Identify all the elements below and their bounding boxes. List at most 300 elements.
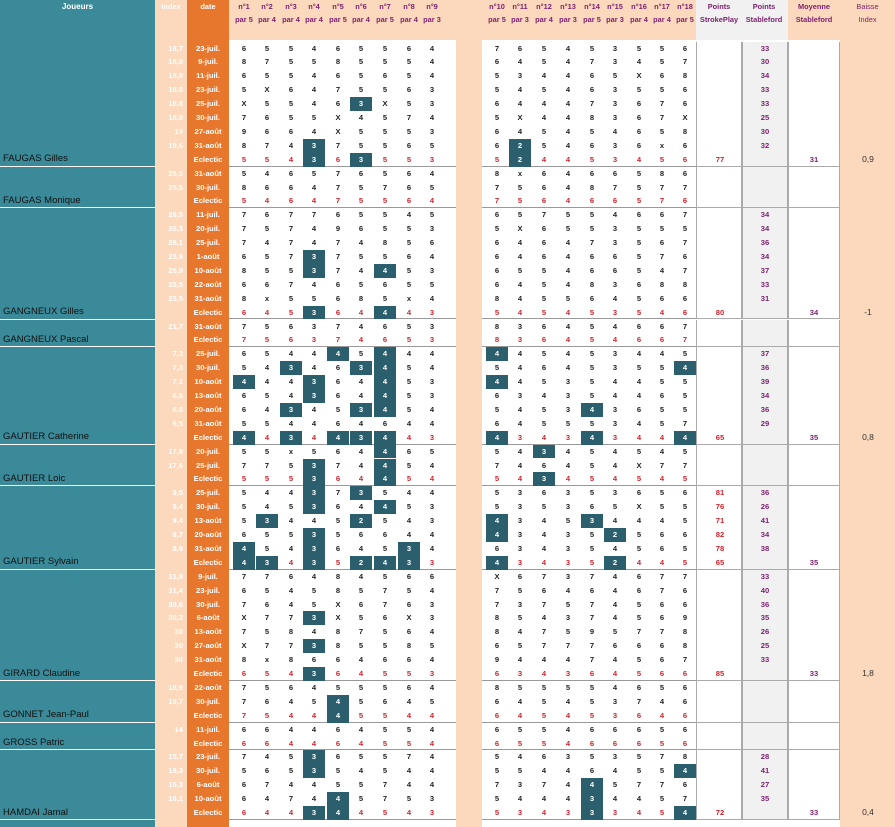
score-cell: 4 — [565, 794, 571, 804]
score-cell: 5 — [494, 488, 500, 498]
player-name[interactable]: HAMDAI Jamal — [3, 806, 68, 818]
score-cell: 4 — [358, 738, 364, 748]
score-cell: 6 — [288, 335, 294, 345]
score-cell: 6 — [636, 724, 642, 734]
score-cell: 3 — [429, 516, 435, 526]
par-label-5: par 5 — [329, 15, 347, 24]
header-index: Index — [161, 2, 181, 11]
score-cell: 7 — [264, 613, 270, 623]
group-bg-ms — [788, 445, 840, 487]
score-cell: 7 — [682, 321, 688, 331]
score-cell: 4 — [674, 764, 696, 778]
score-cell: 5 — [311, 293, 317, 303]
score-cell: 6 — [335, 99, 341, 109]
score-cell: 6 — [241, 252, 247, 261]
score-cell: 7 — [335, 265, 341, 275]
index-cell: 21,7 — [168, 321, 183, 331]
score-cell: 3 — [303, 556, 325, 570]
score-cell: 6 — [636, 488, 642, 498]
points-stableford: 34 — [760, 391, 770, 400]
score-cell: 6 — [682, 168, 688, 178]
score-cell: 3 — [565, 752, 571, 762]
index-cell: 25,5 — [168, 293, 183, 303]
score-cell: 6 — [636, 738, 642, 748]
hole-label-10: n°10 — [489, 2, 505, 11]
score-cell: 5 — [288, 71, 294, 81]
player-name[interactable]: GONNET Jean-Paul — [3, 709, 89, 721]
score-cell: 7 — [494, 599, 500, 609]
hole-label-14: n°14 — [584, 2, 600, 11]
header-sf1: Points — [752, 2, 776, 11]
score-cell: 6 — [406, 627, 412, 637]
score-cell: 6 — [335, 154, 341, 164]
index-cell: 7,3 — [172, 363, 183, 373]
score-cell: X — [494, 571, 500, 581]
points-stableford: 38 — [760, 543, 770, 553]
index-cell: 25,5 — [168, 182, 183, 192]
score-cell: 6 — [406, 446, 412, 456]
group-bg-sf — [742, 681, 788, 723]
index-cell: 8,7 — [172, 530, 183, 539]
score-cell: 6 — [335, 752, 341, 762]
score-cell: 6 — [659, 293, 665, 303]
score-cell: 5 — [264, 321, 270, 331]
date-cell: Eclectic — [193, 808, 223, 817]
score-cell: 5 — [541, 140, 547, 150]
score-cell: 3 — [565, 404, 571, 414]
score-cell: 7 — [659, 585, 665, 595]
score-cell: 8 — [382, 238, 388, 248]
points-stableford: 40 — [760, 585, 770, 595]
score-cell: 4 — [541, 530, 547, 539]
score-cell: 4 — [636, 418, 642, 428]
index-cell: 8,9 — [172, 543, 183, 553]
player-name[interactable]: GAUTIER Sylvain — [3, 556, 79, 568]
score-cell: 5 — [636, 613, 642, 623]
player-name[interactable]: GANGNEUX Pascal — [3, 333, 89, 345]
points-strokeplay: 76 — [715, 502, 725, 512]
score-cell: 6 — [541, 488, 547, 498]
score-cell: 7 — [288, 252, 294, 261]
score-cell: 4 — [374, 347, 396, 361]
score-cell: 5 — [241, 363, 247, 373]
score-cell: 4 — [233, 375, 255, 389]
score-cell: 6 — [589, 738, 595, 748]
hole-label-7: n°7 — [379, 2, 391, 11]
score-cell: 4 — [565, 766, 571, 776]
score-cell: 8 — [494, 293, 500, 303]
score-cell: 6 — [612, 265, 618, 275]
score-cell: 6 — [494, 710, 500, 720]
score-cell: 4 — [541, 71, 547, 81]
date-cell: 31-août — [194, 543, 222, 553]
score-cell: 3 — [517, 502, 523, 512]
score-cell: 5 — [682, 474, 688, 484]
score-cell: 4 — [517, 794, 523, 804]
points-stableford: 31 — [760, 293, 770, 303]
score-cell: 5 — [682, 516, 688, 526]
score-cell: 7 — [612, 182, 618, 192]
score-cell: 6 — [589, 293, 595, 303]
score-cell: 7 — [241, 335, 247, 345]
date-cell: 20-juil. — [195, 446, 221, 456]
index-cell: 9,5 — [172, 488, 183, 498]
player-name[interactable]: GAUTIER Loic — [3, 472, 66, 484]
score-cell: 4 — [565, 140, 571, 150]
score-cell: 6 — [682, 530, 688, 539]
score-cell: 6 — [636, 126, 642, 136]
score-cell: 9 — [241, 126, 247, 136]
group-bg-sp — [696, 320, 742, 348]
score-cell: 7 — [335, 140, 341, 150]
score-cell: 6 — [659, 599, 665, 609]
score-cell: 4 — [288, 585, 294, 595]
score-cell: 6 — [659, 335, 665, 345]
score-cell: 7 — [335, 85, 341, 95]
score-cell: 4 — [288, 808, 294, 817]
score-cell: X — [406, 613, 412, 623]
score-cell: 5 — [517, 182, 523, 192]
date-cell: 22-août — [194, 279, 222, 289]
score-cell: 5 — [382, 641, 388, 651]
index-cell: 30 — [174, 627, 183, 637]
score-cell: 8 — [589, 113, 595, 122]
date-cell: 25-juil. — [195, 349, 221, 359]
score-cell: 6 — [335, 363, 341, 373]
score-cell: 4 — [517, 627, 523, 637]
score-cell: 8 — [288, 627, 294, 637]
score-cell: 5 — [589, 154, 595, 164]
score-cell: 4 — [517, 293, 523, 303]
group-bg-sf — [742, 167, 788, 209]
index-cell: 18,8 — [168, 57, 183, 67]
score-cell: 8 — [682, 126, 688, 136]
score-cell: 5 — [288, 474, 294, 484]
score-cell: 5 — [517, 724, 523, 734]
score-cell: 5 — [565, 224, 571, 234]
score-cell: 6 — [494, 543, 500, 553]
score-cell: 3 — [429, 669, 435, 678]
group-bg-sp — [696, 570, 742, 681]
score-cell: 5 — [382, 196, 388, 206]
score-cell: 4 — [565, 168, 571, 178]
player-name[interactable]: GIRARD Claudine — [3, 667, 81, 679]
score-cell: 6 — [429, 238, 435, 248]
score-cell: 5 — [636, 85, 642, 95]
score-cell: 4 — [374, 459, 396, 473]
score-cell: 6 — [659, 391, 665, 400]
score-cell: 6 — [335, 474, 341, 484]
score-cell: 7 — [241, 460, 247, 470]
header-joueurs: Joueurs — [61, 2, 94, 11]
score-cell: 6 — [335, 377, 341, 387]
score-cell: 4 — [565, 238, 571, 248]
score-cell: 4 — [541, 154, 547, 164]
score-cell: 7 — [589, 57, 595, 67]
score-cell: 5 — [659, 794, 665, 804]
score-cell: 4 — [581, 778, 603, 792]
score-cell: 7 — [494, 182, 500, 192]
score-cell: 4 — [612, 474, 618, 484]
score-cell: 6 — [659, 641, 665, 651]
score-cell: 5 — [636, 196, 642, 206]
score-cell: 5 — [589, 710, 595, 720]
score-cell: 4 — [374, 306, 396, 320]
date-cell: 10-août — [194, 794, 222, 804]
points-stableford: 25 — [760, 641, 770, 651]
index-cell: 18,8 — [168, 71, 183, 81]
score-cell: 6 — [541, 460, 547, 470]
score-cell: 6 — [406, 571, 412, 581]
score-cell: 5 — [358, 182, 364, 192]
score-cell: 4 — [612, 321, 618, 331]
date-cell: 11-juil. — [196, 724, 220, 734]
score-cell: 6 — [589, 669, 595, 678]
score-cell: 5 — [429, 279, 435, 289]
score-cell: 3 — [517, 71, 523, 81]
player-name[interactable]: GAUTIER Catherine — [3, 431, 90, 443]
score-cell: 6 — [494, 265, 500, 275]
score-cell: 5 — [659, 808, 665, 817]
score-cell: 4 — [429, 252, 435, 261]
points-stableford: 33 — [760, 571, 770, 581]
score-cell: 7 — [682, 57, 688, 67]
header-bi2: Index — [858, 15, 877, 24]
score-cell: 6 — [335, 210, 341, 220]
date-cell: Eclectic — [193, 669, 223, 678]
score-cell: 5 — [636, 543, 642, 553]
group-bg-ms — [788, 167, 840, 209]
index-cell: 19,6 — [168, 140, 183, 150]
score-cell: 5 — [494, 794, 500, 804]
header-date: date — [200, 2, 216, 11]
score-cell: 3 — [303, 389, 325, 403]
score-cell: 4 — [374, 500, 396, 514]
score-cell: 5 — [589, 474, 595, 484]
score-cell: 7 — [589, 238, 595, 248]
score-cell: 5 — [494, 404, 500, 414]
score-cell: 5 — [382, 710, 388, 720]
score-cell: 4 — [659, 696, 665, 706]
score-cell: 5 — [264, 530, 270, 539]
score-cell: 5 — [682, 391, 688, 400]
date-cell: 31-août — [194, 168, 222, 178]
par-label-10: par 5 — [488, 15, 506, 24]
score-cell: 4 — [406, 488, 412, 498]
score-cell: 4 — [358, 265, 364, 275]
score-cell: 7 — [682, 335, 688, 345]
score-cell: 5 — [636, 655, 642, 665]
score-cell: 6 — [288, 85, 294, 95]
player-name[interactable]: GANGNEUX Gilles — [3, 306, 84, 318]
index-cell: 30,3 — [168, 613, 183, 623]
index-cell: 19,7 — [168, 696, 183, 706]
score-cell: 6 — [682, 696, 688, 706]
score-cell: 8 — [335, 571, 341, 581]
date-cell: 23-juil. — [195, 43, 221, 53]
score-cell: 5 — [264, 585, 270, 595]
score-cell: 4 — [429, 43, 435, 53]
score-cell: 6 — [494, 738, 500, 748]
score-cell: 4 — [311, 224, 317, 234]
score-cell: 5 — [358, 794, 364, 804]
score-cell: 4 — [541, 113, 547, 122]
score-cell: 4 — [517, 57, 523, 67]
score-cell: 6 — [612, 168, 618, 178]
player-name[interactable]: FAUGAS Gilles — [3, 153, 68, 165]
score-cell: 6 — [264, 279, 270, 289]
score-cell: 5 — [589, 418, 595, 428]
score-cell: 6 — [541, 224, 547, 234]
player-name[interactable]: GROSS Patric — [3, 737, 65, 748]
score-cell: 5 — [429, 446, 435, 456]
score-cell: 5 — [541, 377, 547, 387]
score-cell: 3 — [612, 363, 618, 373]
score-cell: 4 — [565, 126, 571, 136]
score-cell: 6 — [241, 279, 247, 289]
score-cell: 7 — [494, 780, 500, 790]
score-cell: 5 — [541, 57, 547, 67]
score-cell: 5 — [406, 224, 412, 234]
score-cell: 3 — [517, 516, 523, 526]
score-cell: 7 — [241, 238, 247, 248]
score-cell: 4 — [612, 655, 618, 665]
date-cell: Eclectic — [193, 154, 223, 164]
score-cell: 4 — [565, 335, 571, 345]
score-cell: 4 — [311, 627, 317, 637]
score-cell: 4 — [358, 808, 364, 817]
score-cell: 4 — [327, 792, 349, 806]
score-cell: 5 — [288, 99, 294, 109]
score-cell: X — [264, 85, 270, 95]
score-cell: 4 — [288, 696, 294, 706]
score-cell: 4 — [541, 99, 547, 109]
date-cell: 13-août — [194, 391, 222, 400]
index-cell: 25,9 — [168, 252, 183, 261]
score-cell: 4 — [486, 556, 508, 570]
score-cell: 3 — [612, 488, 618, 498]
score-cell: 7 — [659, 196, 665, 206]
score-cell: 5 — [494, 808, 500, 817]
score-cell: 3 — [612, 113, 618, 122]
score-cell: 6 — [335, 738, 341, 748]
score-cell: 5 — [541, 279, 547, 289]
score-cell: 5 — [517, 682, 523, 692]
score-cell: 4 — [517, 460, 523, 470]
date-cell: 30-juil. — [195, 696, 221, 706]
score-cell: 4 — [517, 238, 523, 248]
moyenne-stableford: 34 — [809, 307, 819, 317]
score-cell: 4 — [541, 391, 547, 400]
group-bg-sp — [696, 167, 742, 209]
score-cell: 3 — [303, 306, 325, 320]
score-cell: 5 — [264, 349, 270, 359]
baisse-index: 0,4 — [862, 807, 874, 817]
score-cell: 5 — [311, 168, 317, 178]
points-strokeplay: 65 — [715, 557, 725, 567]
score-cell: 4 — [311, 571, 317, 581]
header-sp1: Points — [707, 2, 731, 11]
score-cell: 5 — [636, 224, 642, 234]
score-cell: 5 — [494, 224, 500, 234]
index-cell: 18,9 — [168, 682, 183, 692]
score-cell: 6 — [288, 682, 294, 692]
score-cell: 6 — [406, 168, 412, 178]
score-cell: 5 — [541, 738, 547, 748]
score-cell: 6 — [406, 43, 412, 53]
score-cell: 5 — [264, 474, 270, 484]
score-cell: 4 — [311, 71, 317, 81]
score-cell: 4 — [264, 238, 270, 248]
score-cell: 5 — [682, 349, 688, 359]
score-cell: 6 — [494, 210, 500, 220]
score-cell: 7 — [335, 488, 341, 498]
score-cell: 6 — [241, 391, 247, 400]
score-cell: 5 — [358, 210, 364, 220]
score-cell: 3 — [612, 710, 618, 720]
score-cell: 5 — [335, 766, 341, 776]
score-cell: 6 — [636, 335, 642, 345]
par-label-1: par 5 — [235, 15, 253, 24]
score-cell: 5 — [288, 43, 294, 53]
hole-label-5: n°5 — [332, 2, 344, 11]
score-cell: 4 — [674, 806, 696, 820]
score-cell: 7 — [636, 696, 642, 706]
score-cell: 5 — [682, 502, 688, 512]
score-cell: 4 — [288, 724, 294, 734]
score-cell: 5 — [288, 265, 294, 275]
score-cell: 6 — [288, 168, 294, 178]
score-cell: 4 — [288, 599, 294, 609]
score-cell: 5 — [382, 808, 388, 817]
score-cell: 4 — [517, 279, 523, 289]
score-cell: 4 — [517, 252, 523, 261]
score-cell: 5 — [264, 252, 270, 261]
score-cell: 6 — [335, 43, 341, 53]
score-cell: 3 — [565, 557, 571, 567]
score-cell: 4 — [517, 655, 523, 665]
score-cell: 3 — [517, 391, 523, 400]
index-cell: 7,3 — [172, 349, 183, 359]
score-cell: 4 — [636, 432, 642, 442]
score-cell: 3 — [612, 57, 618, 67]
score-cell: 6 — [682, 307, 688, 317]
score-cell: 5 — [241, 168, 247, 178]
date-cell: 6-août — [196, 780, 220, 790]
score-cell: 4 — [311, 363, 317, 373]
score-cell: 6 — [612, 641, 618, 651]
score-cell: 5 — [358, 85, 364, 95]
score-cell: 6 — [241, 349, 247, 359]
date-cell: 30-juil. — [195, 599, 221, 609]
score-cell: 5 — [241, 85, 247, 95]
player-name[interactable]: FAUGAS Monique — [3, 194, 81, 206]
score-cell: 4 — [358, 571, 364, 581]
score-cell: 3 — [612, 43, 618, 53]
points-stableford: 37 — [760, 265, 770, 275]
score-cell: 5 — [335, 557, 341, 567]
score-cell: 6 — [636, 585, 642, 595]
score-cell: 4 — [311, 738, 317, 748]
score-cell: 6 — [335, 655, 341, 665]
score-cell: 6 — [589, 71, 595, 81]
score-cell: 4 — [565, 738, 571, 748]
score-cell: 4 — [311, 99, 317, 109]
baisse-index: 0,9 — [862, 153, 874, 164]
score-cell: 4 — [358, 113, 364, 122]
score-cell: 3 — [565, 530, 571, 539]
score-cell: 8 — [335, 627, 341, 637]
